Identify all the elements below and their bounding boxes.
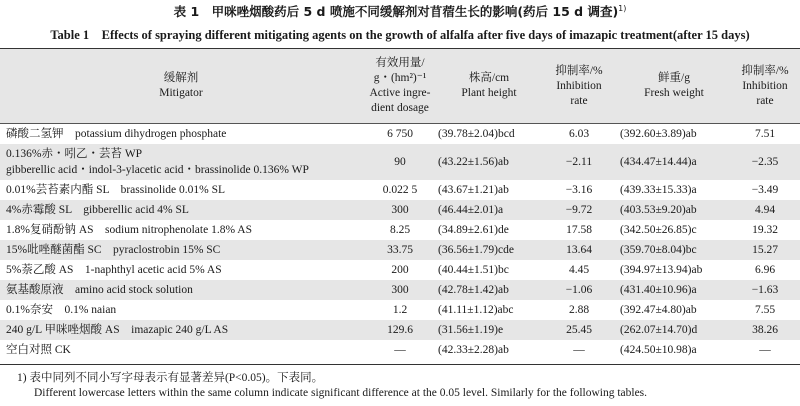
cell-weight: (434.47±14.44)a bbox=[620, 156, 697, 168]
cell-dosage: 0.022 5 bbox=[382, 184, 418, 196]
table-row bbox=[0, 180, 800, 200]
cell-dosage: 200 bbox=[391, 264, 409, 276]
cell-mitigator bbox=[6, 340, 71, 360]
mitigator-line: gibberellic acid・indol-3-ylacetic acid・brassinolide 0.136% WP bbox=[6, 164, 309, 176]
cell-inhib1: 13.64 bbox=[566, 244, 592, 256]
cell-inhib2: 4.94 bbox=[754, 204, 776, 216]
mitigator-line: 5%萘乙酸 AS 1-naphthyl acetic acid 5% AS bbox=[6, 264, 222, 276]
cell-inhib2: −2.35 bbox=[751, 156, 779, 168]
cell-dosage: 300 bbox=[391, 204, 409, 216]
cell-mitigator bbox=[6, 300, 116, 320]
header-fresh-weight: 鲜重/g Fresh weight bbox=[644, 72, 704, 99]
cell-weight: (403.53±9.20)ab bbox=[620, 204, 697, 216]
table-row bbox=[0, 320, 800, 340]
cell-inhib2: 38.26 bbox=[752, 324, 778, 336]
mitigator-line: 1.8%复硝酚钠 AS sodium nitrophenolate 1.8% AS bbox=[6, 224, 252, 236]
cell-dosage: 90 bbox=[394, 156, 406, 168]
cell-height: (42.33±2.28)ab bbox=[438, 344, 509, 356]
table-row bbox=[0, 260, 800, 280]
cell-weight: (342.50±26.85)c bbox=[620, 224, 697, 236]
cell-inhib1: — bbox=[573, 344, 585, 356]
mitigator-line: 240 g/L 甲咪唑烟酸 AS imazapic 240 g/L AS bbox=[6, 324, 229, 336]
cell-height: (43.67±1.21)ab bbox=[438, 184, 509, 196]
cell-inhib2: — bbox=[759, 344, 771, 356]
cell-height: (34.89±2.61)de bbox=[438, 224, 509, 236]
data-table bbox=[0, 48, 800, 365]
table-row bbox=[0, 220, 800, 240]
cell-mitigator bbox=[6, 200, 189, 220]
table-title-cn: 表 1 甲咪唑烟酸药后 5 d 喷施不同缓解剂对苜蓿生长的影响(药后 15 d 调查)$^{1)}$ bbox=[173, 3, 627, 19]
cell-weight: (359.70±8.04)bc bbox=[620, 244, 697, 256]
cell-height: (36.56±1.79)cde bbox=[438, 244, 514, 256]
cell-inhib2: 7.51 bbox=[754, 128, 776, 140]
cell-mitigator bbox=[6, 320, 228, 340]
cell-mitigator bbox=[6, 280, 193, 300]
cell-weight: (262.07±14.70)d bbox=[620, 324, 698, 336]
cell-height: (43.22±1.56)ab bbox=[438, 156, 509, 168]
cell-height: (46.44±2.01)a bbox=[438, 204, 504, 216]
header-plant-height: 株高/cm Plant height bbox=[461, 72, 517, 99]
cell-mitigator bbox=[6, 240, 220, 260]
table-title-en: Table 1 Effects of spraying different mitigating agents on the growth of alfalfa after five days of imazapic treatment(after 15 days) bbox=[50, 28, 750, 42]
footnote-en: Different lowercase letters within the same column indicate significant difference at the 0.05 level. Similarly for the following tables. bbox=[34, 387, 648, 399]
mitigator-line: 空白对照 CK bbox=[6, 344, 71, 356]
mitigator-line: 0.01%芸苔素内酯 SL brassinolide 0.01% SL bbox=[6, 184, 226, 196]
cell-inhib1: −3.16 bbox=[565, 184, 593, 196]
cell-inhib1: 6.03 bbox=[568, 128, 590, 140]
header-mitigator: 缓解剂 Mitigator bbox=[159, 72, 203, 99]
cell-height: (42.78±1.42)ab bbox=[438, 284, 509, 296]
cell-inhib2: 6.96 bbox=[754, 264, 776, 276]
cell-mitigator bbox=[6, 144, 309, 180]
cell-mitigator bbox=[6, 260, 222, 280]
cell-dosage: 6 750 bbox=[387, 128, 413, 140]
cell-inhib2: −3.49 bbox=[751, 184, 779, 196]
mitigator-line: 15%吡唑醚菌酯 SC pyraclostrobin 15% SC bbox=[6, 244, 221, 256]
footnote-cn: 1) 表中同列不同小写字母表示有显著差异(P<0.05)。下表同。 bbox=[17, 372, 324, 384]
cell-weight: (424.50±10.98)a bbox=[620, 344, 697, 356]
cell-dosage: 129.6 bbox=[387, 324, 413, 336]
mitigator-line: 0.1%奈安 0.1% naian bbox=[6, 304, 117, 316]
cell-height: (40.44±1.51)bc bbox=[438, 264, 509, 276]
cell-weight: (392.47±4.80)ab bbox=[620, 304, 697, 316]
cell-weight: (439.33±15.33)a bbox=[620, 184, 697, 196]
table-row bbox=[0, 200, 800, 220]
mitigator-line: 磷酸二氢钾 potassium dihydrogen phosphate bbox=[6, 128, 227, 140]
cell-inhib1: −1.06 bbox=[565, 284, 593, 296]
cell-weight: (431.40±10.96)a bbox=[620, 284, 697, 296]
table-row bbox=[0, 240, 800, 260]
cell-dosage: 1.2 bbox=[392, 304, 408, 316]
cell-height: (41.11±1.12)abc bbox=[438, 304, 514, 316]
cell-weight: (394.97±13.94)ab bbox=[620, 264, 703, 276]
cell-inhib2: 7.55 bbox=[754, 304, 776, 316]
cell-dosage: — bbox=[394, 344, 406, 356]
cell-dosage: 33.75 bbox=[387, 244, 413, 256]
cell-mitigator bbox=[6, 220, 252, 240]
cell-inhib1: −2.11 bbox=[565, 156, 593, 168]
header-inhibition-rate-height: 抑制率/% Inhibition rate bbox=[555, 64, 603, 107]
cell-inhib2: −1.63 bbox=[751, 284, 779, 296]
header-inhibition-rate-weight: 抑制率/% Inhibition rate bbox=[741, 64, 789, 107]
cell-height: (31.56±1.19)e bbox=[438, 324, 504, 336]
cell-inhib1: 2.88 bbox=[568, 304, 590, 316]
table-row bbox=[0, 300, 800, 320]
table-row bbox=[0, 280, 800, 300]
cell-inhib1: 17.58 bbox=[566, 224, 592, 236]
cell-weight: (392.60±3.89)ab bbox=[620, 128, 697, 140]
mitigator-line: 4%赤霉酸 SL gibberellic acid 4% SL bbox=[6, 204, 189, 216]
cell-dosage: 8.25 bbox=[389, 224, 411, 236]
cell-inhib1: 4.45 bbox=[568, 264, 590, 276]
table-row bbox=[0, 144, 800, 180]
cell-inhib1: −9.72 bbox=[565, 204, 593, 216]
cell-inhib2: 15.27 bbox=[752, 244, 778, 256]
mitigator-line: 氨基酸原液 amino acid stock solution bbox=[6, 284, 193, 296]
cell-inhib1: 25.45 bbox=[566, 324, 592, 336]
table-row bbox=[0, 124, 800, 144]
cell-mitigator bbox=[6, 124, 226, 144]
cell-height: (39.78±2.04)bcd bbox=[438, 128, 515, 140]
cell-dosage: 300 bbox=[391, 284, 409, 296]
cell-inhib2: 19.32 bbox=[752, 224, 778, 236]
table-header bbox=[0, 49, 800, 124]
header-dosage: 有效用量/ g・(hm²)⁻¹ Active ingre- dient dosage bbox=[369, 57, 431, 114]
table-row bbox=[0, 340, 800, 360]
mitigator-line: 0.136%赤・吲乙・芸苔 WP bbox=[6, 148, 143, 160]
cell-mitigator bbox=[6, 180, 225, 200]
